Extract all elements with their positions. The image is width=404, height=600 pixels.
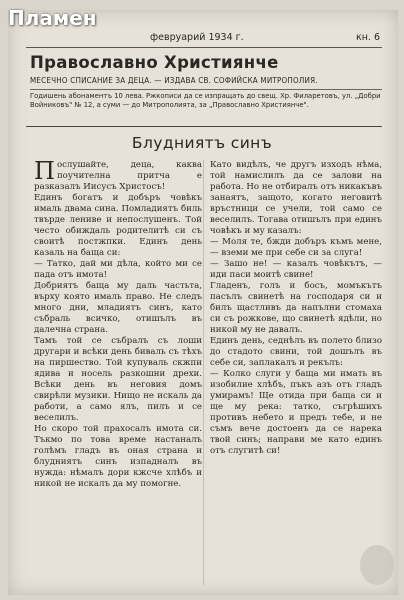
issue-strip <box>150 32 380 46</box>
column-divider <box>203 160 204 585</box>
corner-stamp <box>360 545 394 585</box>
article-column-right: Като видѣлъ, че другъ изходъ нѣма, той намислилъ да се залови на работа. Но не отбиралъ отъ никакъвъ занаятъ, защото, когато неговитѣ връстници се учели, той само се веселилъ. Тогава отишълъ при единъ човѣкъ и му казалъ: — Моля те, бжди добъръ къмъ мене, — вземи ме при себе си за слуга! — Зашо не! — казалъ човѣкътъ, — иди паси моитѣ свине! Гладенъ, голъ и босъ, момъкътъ пасълъ свинетѣ на господаря си и билъ щастливъ да напълни стомаха си съ рожкове, що свинетѣ ядѣли, но никой му не давалъ. Единъ день, седнѣлъ въ полето близо до стадото свини, той дошълъ въ себе си, заплакалъ и рекълъ: — Колко слуги у баща ми имать въ изобилие хлѣбъ, пъкъ азъ отъ гладъ умирамъ! Ще отида при баща си и ще му река: татко, съгрѣшихъ противъ небето и предъ тебе, и не съмъ вече достоенъ да се нарека твой синъ; направи ме като единъ отъ слугитѣ си! <box>210 160 382 456</box>
issue-number: кн. 6 <box>355 32 380 43</box>
drop-cap: П <box>34 157 55 185</box>
magazine-subtitle: МЕСЕЧНО СПИСАНИЕ ЗА ДЕЦА. — ИЗДАВА СВ. СОФИЙСКА МИТРОПОЛИЯ. <box>30 76 318 85</box>
issue-date: февруарий 1934 г. <box>150 32 244 43</box>
article-title: Блудниятъ синъ <box>131 134 273 152</box>
article-column-left <box>34 157 202 490</box>
header-rule-top <box>26 47 382 48</box>
header-rule-bottom <box>26 126 382 127</box>
subscription-info: Годишень абонаментъ 10 лева. Ржкописи да се изпращать до свещ. Хр. Филаретовъ, ул. „Добри Войниковъ" № 12, а суми — до Митрополията, за „Православно Християнче". <box>30 92 381 109</box>
seller-watermark: Пламен <box>8 6 97 30</box>
article-text-left: ослушайте, деца, каква поучителна притча е разказалъ Иисусъ Христосъ! Единъ богатъ и добъръ човѣкъ ималь двама сина. Помладиятъ биль твърде лениве и непослушенъ. Той често обиждаль родителитѣ си съ своитѣ постжпки. Единъ день казаль на баща си: — Татко, дай ми дѣла, който ми се пада отъ имота! Добриятъ баща му даль частьта, върху която ималь право. Не следъ много дни, младиятъ синъ, като събраль всичко, отишълъ въ далечна страна. Тамъ той се събралъ съ лоши другари и всѣки день биваль съ тѣхъ на пиршество. Той купуваль скжпи ядива и носель разкошни дрехи. Всѣки день въ неговия домъ свирѣли музики. Нищо не искаль да работи, а само ялъ, пилъ и се веселилъ. Но скоро той прахосалъ имота си. Тъкмо по това време настаналъ голѣмъ гладъ въ оная страна и блудниятъ синъ изпадналъ въ нужда: нѣмалъ дори кжсче хлѣбъ и никой не искалъ да му помогне. <box>34 160 202 489</box>
magazine-title: Православно Християнче <box>30 53 279 72</box>
header-rule-middle <box>30 89 382 90</box>
